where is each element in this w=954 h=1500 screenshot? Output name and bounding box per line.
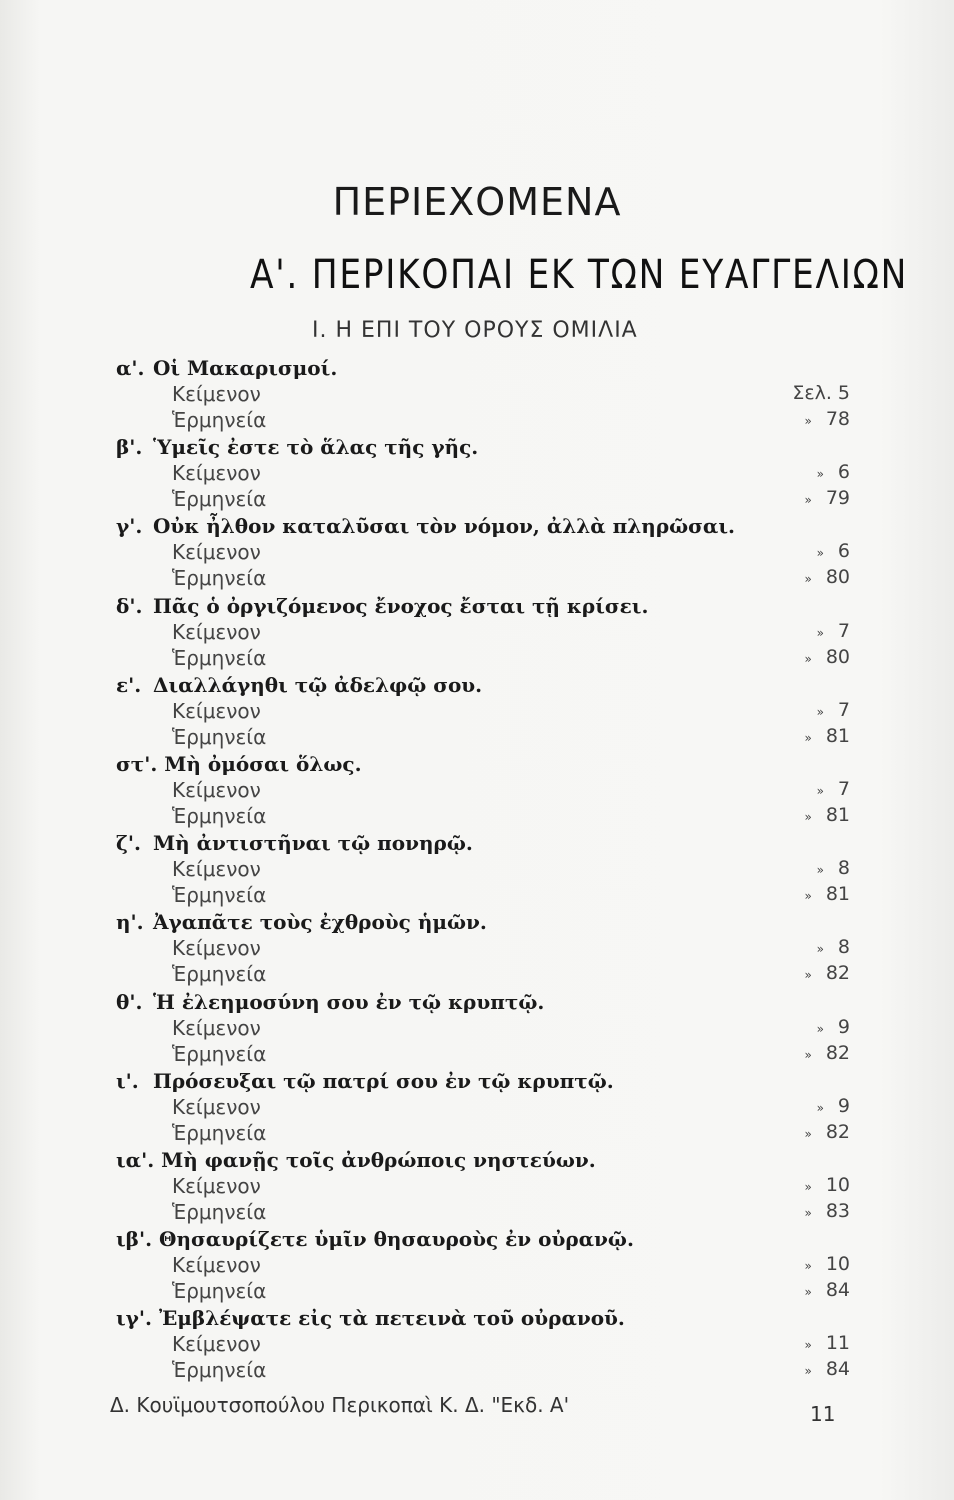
entry-number: στ'. xyxy=(116,752,158,776)
page-number: 84 xyxy=(825,1358,850,1381)
interpretation-label: Ἑρμηνεία xyxy=(172,487,267,512)
page-number: 7 xyxy=(837,698,850,721)
text-label: Κείμενον xyxy=(172,1094,261,1119)
interpretation-label: Ἑρμηνεία xyxy=(172,1120,267,1145)
entry-heading xyxy=(116,594,648,618)
footer-imprint: Δ. Κουϊμουτσοπούλου Περικοπαὶ Κ. Δ. "Εκδ. Α' xyxy=(110,1393,570,1417)
text-page xyxy=(817,540,850,562)
ditto-mark: » xyxy=(804,1364,812,1379)
page-number: 10 xyxy=(825,1253,850,1276)
entry-heading xyxy=(116,1306,625,1330)
entry-title: Θησαυρίζετε ὑμῖν θησαυροὺς ἐν οὐρανῷ. xyxy=(159,1227,634,1252)
page-number: 9 xyxy=(837,1094,850,1117)
text-label: Κείμενον xyxy=(172,1253,261,1278)
page-number: Σελ. 5 xyxy=(792,382,850,404)
entry-number: δ'. xyxy=(116,593,143,618)
entry-number: η'. xyxy=(116,910,144,935)
page-number: 81 xyxy=(825,804,850,826)
text-label: Κείμενον xyxy=(172,382,261,406)
page-number: 82 xyxy=(825,962,850,985)
entry-number: ζ'. xyxy=(116,831,141,856)
page-number: 6 xyxy=(837,540,850,563)
interpretation-label: Ἑρμηνεία xyxy=(172,962,267,987)
ditto-mark: » xyxy=(804,493,812,508)
text-page xyxy=(817,699,850,721)
page-number: 7 xyxy=(837,778,850,800)
ditto-mark: » xyxy=(816,863,824,878)
page-number: 80 xyxy=(825,566,850,589)
text-label: Κείμενον xyxy=(172,1015,261,1040)
entry-title: Πᾶς ὁ ὀργιζόμενος ἔνοχος ἔσται τῇ κρίσει. xyxy=(152,593,649,618)
entry-title: Μὴ φανῇς τοῖς ἀνθρώποις νηστεύων. xyxy=(161,1148,596,1172)
interpretation-label: Ἑρμηνεία xyxy=(172,1358,267,1383)
page-number: 81 xyxy=(825,724,850,747)
interpretation-page xyxy=(804,408,850,430)
entry-heading xyxy=(116,356,337,380)
interpretation-page xyxy=(804,1358,850,1380)
ditto-mark: » xyxy=(804,651,812,666)
page-number: 8 xyxy=(837,936,850,959)
entry-number: β'. xyxy=(116,435,143,460)
entry-number: γ'. xyxy=(116,514,143,539)
ditto-mark: » xyxy=(804,414,812,428)
interpretation-label: Ἑρμηνεία xyxy=(172,724,267,749)
page-number: 6 xyxy=(837,461,850,484)
text-page xyxy=(817,461,850,483)
entry-heading xyxy=(116,435,478,459)
text-label: Κείμενον xyxy=(172,540,261,565)
entry-number: ι'. xyxy=(116,1068,139,1093)
ditto-mark: » xyxy=(816,942,824,957)
entry-heading xyxy=(116,1227,634,1251)
interpretation-label: Ἑρμηνεία xyxy=(172,804,267,828)
ditto-mark: » xyxy=(804,1338,812,1353)
interpretation-label: Ἑρμηνεία xyxy=(172,408,267,432)
entry-heading xyxy=(116,514,735,538)
page-number: 11 xyxy=(825,1332,850,1355)
entry-title: Πρόσευξαι τῷ πατρί σου ἐν τῷ κρυπτῷ. xyxy=(152,1068,614,1093)
page-number: 83 xyxy=(825,1200,850,1222)
page-number: 84 xyxy=(825,1279,850,1302)
entry-title: Ἐμβλέψατε εἰς τὰ πετεινὰ τοῦ οὐρανοῦ. xyxy=(158,1306,625,1331)
page-number: 80 xyxy=(825,645,850,668)
ditto-mark: » xyxy=(816,546,824,561)
text-label: Κείμενον xyxy=(172,857,261,882)
interpretation-label: Ἑρμηνεία xyxy=(172,1041,267,1066)
entry-heading xyxy=(116,990,544,1014)
text-label: Κείμενον xyxy=(172,1174,261,1198)
ditto-mark: » xyxy=(804,1180,812,1194)
entry-title: Ὑμεῖς ἐστε τὸ ἅλας τῆς γῆς. xyxy=(152,435,479,460)
page-number: 82 xyxy=(825,1120,850,1143)
entry-heading xyxy=(116,1069,614,1093)
ditto-mark: » xyxy=(804,572,812,587)
page-number: 79 xyxy=(825,487,850,510)
text-page xyxy=(804,1174,850,1196)
interpretation-page xyxy=(804,883,850,905)
interpretation-page xyxy=(804,566,850,588)
interpretation-page xyxy=(804,1121,850,1143)
entry-number: α'. xyxy=(116,356,145,380)
text-page xyxy=(817,857,850,879)
ditto-mark: » xyxy=(804,889,812,904)
entry-number: ιγ'. xyxy=(116,1306,152,1331)
entry-number: ε'. xyxy=(116,672,142,697)
interpretation-label: Ἑρμηνεία xyxy=(172,566,267,591)
text-label: Κείμενον xyxy=(172,778,261,802)
ditto-mark: » xyxy=(804,1259,812,1274)
ditto-mark: » xyxy=(804,1047,812,1062)
interpretation-label: Ἑρμηνεία xyxy=(172,1200,267,1224)
entry-title: Μὴ ὀμόσαι ὅλως. xyxy=(164,752,362,776)
interpretation-label: Ἑρμηνεία xyxy=(172,883,267,908)
ditto-mark: » xyxy=(804,1285,812,1300)
interpretation-page xyxy=(804,646,850,668)
text-page xyxy=(792,382,850,404)
interpretation-label: Ἑρμηνεία xyxy=(172,645,267,670)
ditto-mark: » xyxy=(804,1126,812,1141)
ditto-mark: » xyxy=(804,730,812,745)
page-number: 9 xyxy=(837,1015,850,1038)
section-heading: Α'. ΠΕΡΙΚΟΠΑΙ ΕΚ ΤΩΝ ΕΥΑΓΓΕΛΙΩΝ xyxy=(250,252,909,298)
page-number: 81 xyxy=(825,883,850,906)
entry-number: ιβ'. xyxy=(116,1227,153,1252)
entry-heading xyxy=(116,752,362,776)
text-page xyxy=(817,778,850,800)
interpretation-page xyxy=(804,804,850,826)
text-page xyxy=(817,1095,850,1117)
page-number: 82 xyxy=(825,1041,850,1064)
entry-number: θ'. xyxy=(116,989,143,1014)
text-label: Κείμενον xyxy=(172,461,261,486)
text-page xyxy=(817,936,850,958)
page-number: 7 xyxy=(837,619,850,642)
interpretation-page xyxy=(804,1200,850,1222)
text-page xyxy=(804,1253,850,1275)
interpretation-page xyxy=(804,1279,850,1301)
interpretation-page xyxy=(804,725,850,747)
interpretation-page xyxy=(804,487,850,509)
text-page xyxy=(817,1016,850,1038)
page-title: ΠΕΡΙΕΧΟΜΕΝΑ xyxy=(332,180,622,224)
interpretation-page xyxy=(804,1042,850,1064)
text-page xyxy=(817,620,850,642)
entry-heading xyxy=(116,673,482,697)
page-number: 78 xyxy=(825,408,850,430)
entry-title: Μὴ ἀντιστῆναι τῷ πονηρῷ. xyxy=(152,831,473,856)
interpretation-label: Ἑρμηνεία xyxy=(172,1279,267,1304)
entry-number: ια'. xyxy=(116,1148,155,1172)
ditto-mark: » xyxy=(804,810,812,824)
text-label: Κείμενον xyxy=(172,619,261,644)
text-label: Κείμενον xyxy=(172,1332,261,1357)
ditto-mark: » xyxy=(816,1021,824,1036)
signature-mark: 11 xyxy=(810,1402,836,1426)
page-number: 8 xyxy=(837,857,850,880)
entry-title: Οἱ Μακαρισμοί. xyxy=(152,356,338,380)
ditto-mark: » xyxy=(804,968,812,983)
entry-title: Διαλλάγηθι τῷ ἀδελφῷ σου. xyxy=(152,672,483,697)
entry-title: Ἡ ἐλεημοσύνη σου ἐν τῷ κρυπτῷ. xyxy=(152,989,545,1014)
entry-heading xyxy=(116,910,487,934)
ditto-mark: » xyxy=(816,704,824,719)
ditto-mark: » xyxy=(816,1100,824,1115)
subsection-heading: Ι. Η ΕΠΙ ΤΟΥ ΟΡΟΥΣ ΟΜΙΛΙΑ xyxy=(312,318,638,343)
entry-title: Ἀγαπᾶτε τοὺς ἐχθροὺς ἡμῶν. xyxy=(152,910,487,935)
text-label: Κείμενον xyxy=(172,936,261,961)
ditto-mark: » xyxy=(816,784,824,798)
text-label: Κείμενον xyxy=(172,698,261,723)
interpretation-page xyxy=(804,962,850,984)
text-page xyxy=(804,1332,850,1354)
ditto-mark: » xyxy=(816,467,824,482)
entry-title: Οὐκ ἦλθον καταλῦσαι τὸν νόμον, ἀλλὰ πληρῶσαι. xyxy=(152,514,735,539)
ditto-mark: » xyxy=(804,1206,812,1220)
entry-heading xyxy=(116,1148,596,1172)
ditto-mark: » xyxy=(816,625,824,640)
entry-heading xyxy=(116,831,473,855)
page-number: 10 xyxy=(825,1174,850,1196)
